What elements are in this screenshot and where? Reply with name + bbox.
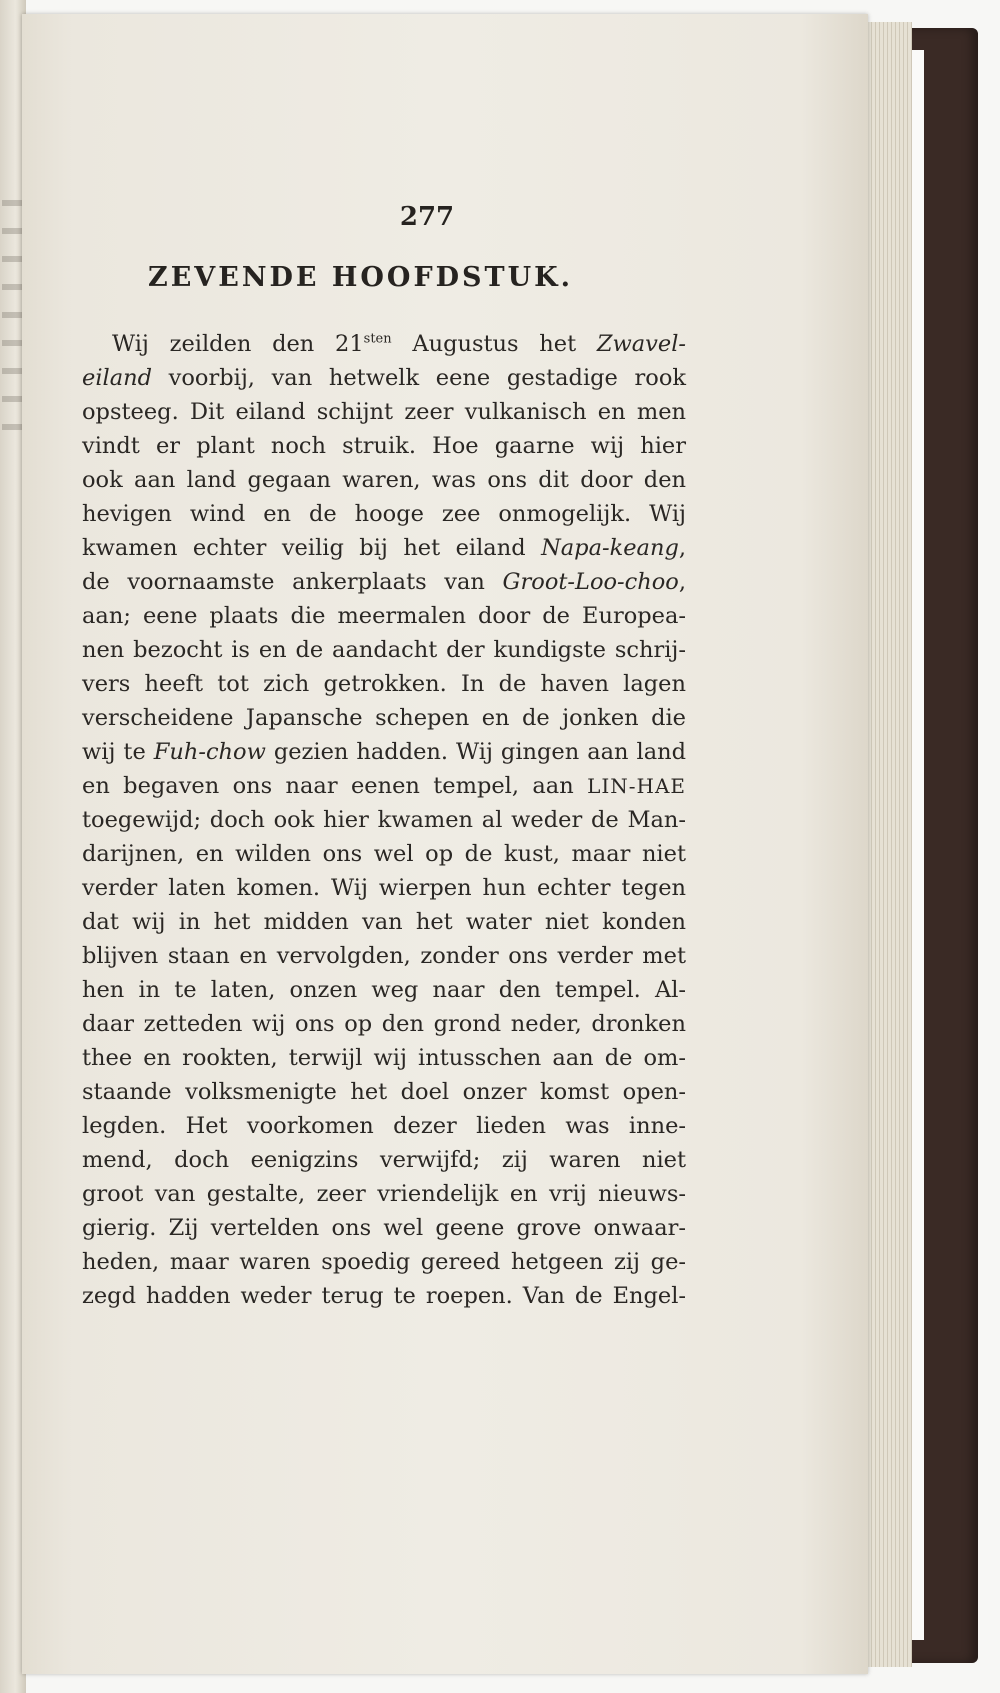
text-line: darijnen, en wilden ons wel op de kust, maar niet (82, 841, 686, 867)
text-line: vindt er plant noch struik. Hoe gaarne wij hier (82, 433, 686, 459)
text-line: Wij zeilden den $21^{sten}$ Augustus het Zwavel- (112, 331, 686, 357)
text-line: zegd hadden weder terug te roepen. Van de Engel- (82, 1283, 686, 1309)
italic-term: Zwavel- (596, 331, 686, 357)
text-line: blijven staan en vervolgden, zonder ons verder met (82, 943, 686, 969)
italic-term: Napa-keang (541, 535, 679, 561)
endpaper-edge (912, 50, 924, 1640)
small-caps-name: LIN-HAE (587, 774, 686, 798)
text-line: mend, doch eenigzins verwijfd; zij waren niet (82, 1147, 686, 1173)
text-line: dat wij in het midden van het water niet konden (82, 909, 686, 935)
text-line: en begaven ons naar eenen tempel, aan LIN-HAE (82, 773, 686, 799)
book-page (22, 14, 868, 1674)
text-line: eiland voorbij, van hetwelk eene gestadige rook (82, 365, 686, 391)
chapter-title: ZEVENDE HOOFDSTUK. (148, 262, 574, 293)
text-line: ook aan land gegaan waren, was ons dit door den (82, 467, 686, 493)
text-line: hevigen wind en de hooge zee onmogelijk. Wij (82, 501, 686, 527)
text-line: thee en rookten, terwijl wij intusschen aan de om- (82, 1045, 686, 1071)
text-line: groot van gestalte, zeer vriendelijk en vrij nieuws- (82, 1181, 686, 1207)
text-line: staande volksmenigte het doel onzer komst open- (82, 1079, 686, 1105)
body-text (82, 327, 686, 1313)
text-line: aan; eene plaats die meermalen door de Europea- (82, 603, 686, 629)
italic-term: eiland (82, 365, 153, 391)
ordinal-suffix: sten (363, 331, 392, 347)
text-line: verscheidene Japansche schepen en de jonken die (82, 705, 686, 731)
text-line: de voornaamste ankerplaats van Groot-Loo-choo, (82, 569, 686, 595)
text-line: opsteeg. Dit eiland schijnt zeer vulkanisch en men (82, 399, 686, 425)
text-line: heden, maar waren spoedig gereed hetgeen zij ge- (82, 1249, 686, 1275)
text-line: vers heeft tot zich getrokken. In de haven lagen (82, 671, 686, 697)
text-line: gierig. Zij vertelden ons wel geene grove onwaar- (82, 1215, 686, 1241)
text-line: daar zetteden wij ons op den grond neder, dronken (82, 1011, 686, 1037)
text-line: toegewijd; doch ook hier kwamen al weder de Man- (82, 807, 686, 833)
text-line: kwamen echter veilig bij het eiland Napa-keang, (82, 535, 686, 561)
text-line: legden. Het voorkomen dezer lieden was inne- (82, 1113, 686, 1139)
page-number: 277 (399, 202, 455, 232)
italic-term: Groot-Loo-choo (502, 569, 679, 595)
previous-page-text-shadow (2, 200, 22, 430)
text-line: nen bezocht is en de aandacht der kundigste schrij- (82, 637, 686, 663)
text-line: verder laten komen. Wij wierpen hun echter tegen (82, 875, 686, 901)
italic-term: Fuh-chow (153, 739, 266, 765)
text-line: hen in te laten, onzen weg naar den tempel. Al- (82, 977, 686, 1003)
text-line: wij te Fuh-chow gezien hadden. Wij gingen aan land (82, 739, 686, 765)
